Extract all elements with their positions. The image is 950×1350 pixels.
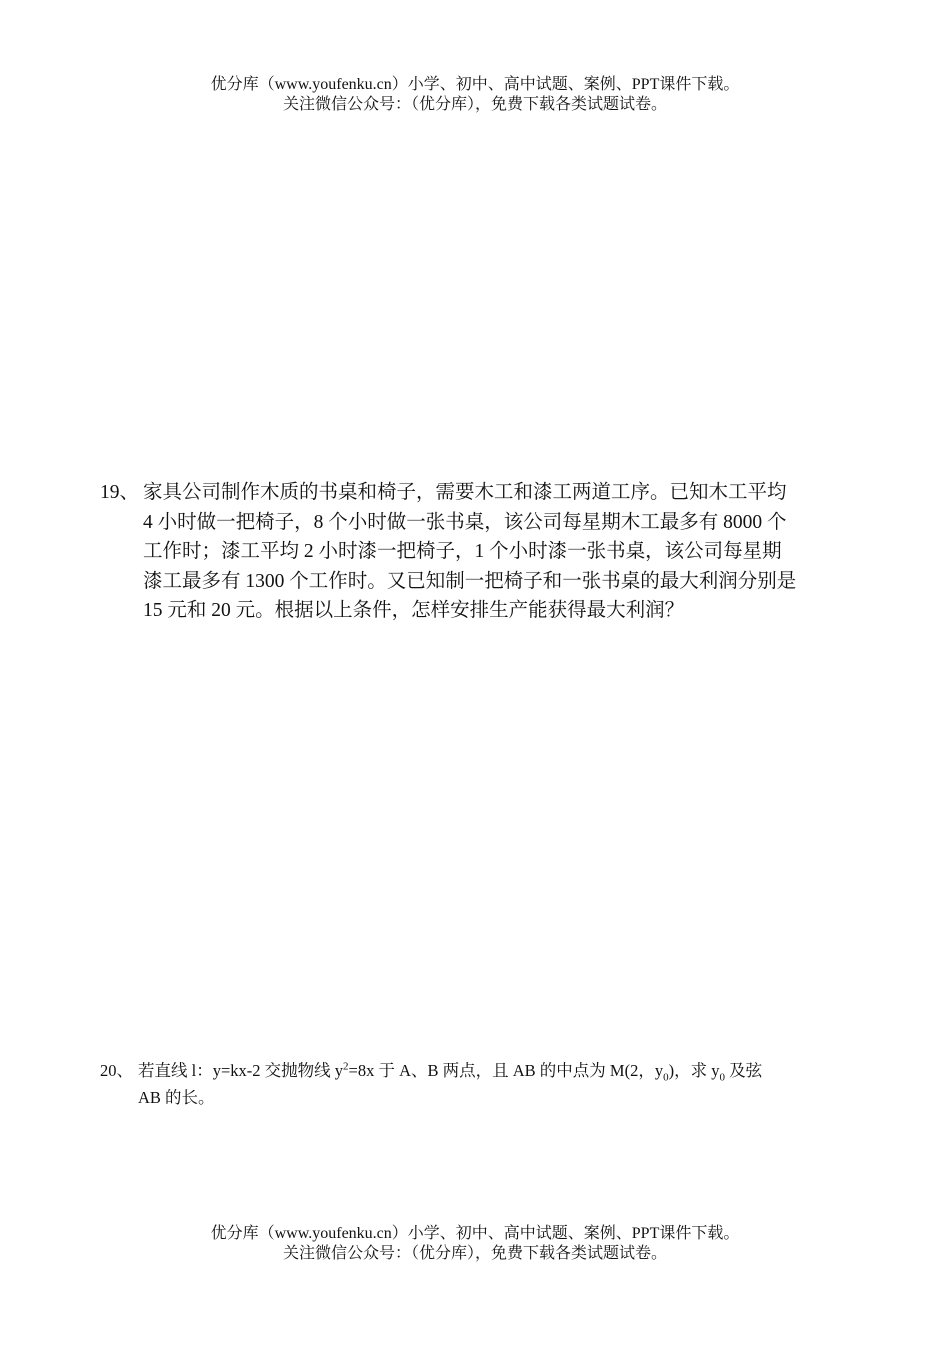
question-19-line-1: 家具公司制作木质的书桌和椅子，需要木工和漆工两道工序。已知木工平均: [143, 482, 787, 503]
question-20-text-d: 及弦: [724, 1061, 763, 1080]
question-20-number: 20、: [100, 1061, 133, 1080]
question-20-subscript-1: 0: [663, 1071, 669, 1084]
question-20-superscript: 2: [343, 1060, 349, 1073]
footer-line-2: 关注微信公众号：（优分库），免费下载各类试题试卷。: [282, 1245, 667, 1262]
page-footer: [0, 1224, 950, 1264]
question-19-line-3: 工作时；漆工平均 2 小时漆一把椅子，1 个小时漆一张书桌，该公司每星期: [143, 541, 782, 562]
header-line-2: 关注微信公众号：（优分库），免费下载各类试题试卷。: [282, 96, 667, 113]
header-line-1: 优分库（www.youfenku.cn）小学、初中、高中试题、案例、PPT课件下载。: [210, 76, 740, 93]
question-20-line-1: [100, 1057, 840, 1084]
question-20-text-b: =8x 于 A、B 两点，且 AB 的中点为 M(2，y: [348, 1061, 664, 1080]
question-19-line-2: 4 小时做一把椅子，8 个小时做一张书桌，该公司每星期木工最多有 8000 个: [143, 511, 787, 533]
footer-line-1: 优分库（www.youfenku.cn）小学、初中、高中试题、案例、PPT课件下载。: [210, 1225, 740, 1242]
question-20-text-c: )，求 y: [668, 1061, 720, 1080]
question-20-subscript-2: 0: [719, 1071, 725, 1084]
question-19-line-5: 15 元和 20 元。根据以上条件，怎样安排生产能获得最大利润？: [143, 600, 685, 621]
question-19-number: 19、: [100, 482, 140, 503]
question-19-line-4: 漆工最多有 1300 个工作时。又已知制一把椅子和一张书桌的最大利润分别是: [143, 570, 797, 592]
question-20-text-a: 若直线 l：y=kx-2 交抛物线 y: [138, 1061, 344, 1080]
question-19: [100, 478, 858, 626]
page-header: [0, 75, 950, 115]
question-20-line-2: AB 的长。: [138, 1088, 215, 1107]
question-20: [100, 1057, 840, 1111]
